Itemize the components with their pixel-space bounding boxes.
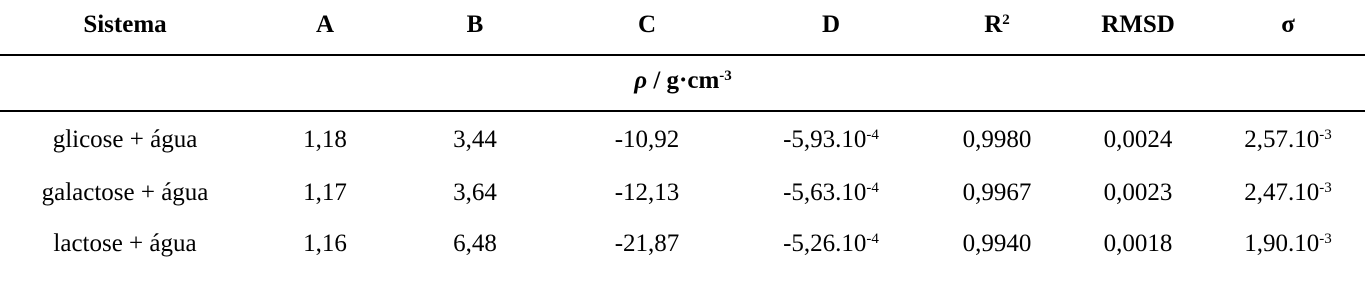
row-3-d-text: -5,26.10 — [783, 230, 867, 257]
row-3-a — [303, 229, 347, 259]
row-1-d-text: -5,93.10 — [783, 126, 867, 153]
row-3-sigma-exponent: -3 — [1319, 231, 1332, 247]
row-1-sigma-exponent: -3 — [1319, 127, 1332, 143]
header-sistema-text: Sistema — [83, 11, 167, 38]
header-a-text: A — [315, 11, 335, 38]
top-rule — [0, 54, 1365, 56]
header-c-text: C — [637, 11, 657, 38]
row-1-d — [783, 125, 879, 155]
row-3-r2 — [963, 229, 1032, 259]
row-3-sistema — [53, 229, 196, 259]
header-sistema — [83, 10, 166, 40]
header-r2 — [984, 10, 1010, 40]
section-symbol: ρ — [634, 67, 648, 94]
row-2-c-text: -12,13 — [614, 179, 680, 206]
row-3-sistema-text: lactose + água — [53, 230, 197, 257]
row-2-d — [783, 178, 879, 208]
row-2-b — [453, 178, 497, 208]
header-sigma-text: σ — [1281, 11, 1295, 38]
row-1-sigma-text: 2,57.10 — [1244, 126, 1320, 153]
row-3-b — [453, 229, 497, 259]
row-2-sigma — [1244, 178, 1332, 208]
row-3-a-text: 1,16 — [303, 230, 347, 257]
row-1-a-text: 1,18 — [303, 126, 347, 153]
row-2-r2 — [963, 178, 1032, 208]
row-1-b — [453, 125, 497, 155]
row-1-sistema-text: glicose + água — [52, 126, 198, 153]
row-1-d-exponent: -4 — [866, 127, 879, 143]
section-exponent: -3 — [719, 68, 732, 84]
row-2-sistema — [42, 178, 209, 208]
row-3-sigma — [1244, 229, 1332, 259]
row-1-c — [615, 125, 680, 155]
header-d — [822, 10, 840, 40]
row-3-d-exponent: -4 — [866, 231, 879, 247]
row-3-c — [615, 229, 680, 259]
header-r2-exponent: 2 — [1002, 12, 1010, 28]
row-1-sigma — [1244, 125, 1332, 155]
row-2-b-text: 3,64 — [453, 179, 497, 206]
row-1-c-text: -10,92 — [614, 126, 680, 153]
row-3-sigma-text: 1,90.10 — [1244, 230, 1320, 257]
row-2-d-text: -5,63.10 — [783, 179, 867, 206]
row-2-sigma-exponent: -3 — [1319, 180, 1332, 196]
row-3-b-text: 6,48 — [453, 230, 497, 257]
row-1-r2 — [963, 125, 1032, 155]
row-2-c — [615, 178, 680, 208]
row-2-rmsd — [1104, 178, 1173, 208]
row-3-d — [783, 229, 879, 259]
header-d-text: D — [821, 11, 841, 38]
section-unit: / g·cm — [647, 67, 720, 94]
header-r2-text: R — [984, 11, 1003, 38]
row-2-sistema-text: galactose + água — [41, 179, 209, 206]
row-2-sigma-text: 2,47.10 — [1244, 179, 1320, 206]
section-rule — [0, 110, 1365, 112]
row-1-a — [303, 125, 347, 155]
row-2-a-text: 1,17 — [303, 179, 347, 206]
header-rmsd-text: RMSD — [1101, 11, 1175, 38]
row-1-rmsd — [1104, 125, 1173, 155]
row-2-rmsd-text: 0,0023 — [1103, 179, 1173, 206]
row-3-c-text: -21,87 — [614, 230, 680, 257]
row-3-rmsd — [1104, 229, 1173, 259]
row-3-rmsd-text: 0,0018 — [1103, 230, 1173, 257]
row-3-r2-text: 0,9940 — [962, 230, 1032, 257]
section-label — [634, 66, 732, 96]
header-a — [316, 10, 334, 40]
row-2-d-exponent: -4 — [866, 180, 879, 196]
row-1-sistema — [53, 125, 198, 155]
row-2-r2-text: 0,9967 — [962, 179, 1032, 206]
header-rmsd — [1101, 10, 1175, 40]
header-c — [638, 10, 656, 40]
header-b — [467, 10, 484, 40]
row-2-a — [303, 178, 347, 208]
header-sigma — [1281, 10, 1295, 40]
header-b-text: B — [466, 11, 484, 38]
row-1-r2-text: 0,9980 — [962, 126, 1032, 153]
row-1-rmsd-text: 0,0024 — [1103, 126, 1173, 153]
row-1-b-text: 3,44 — [453, 126, 497, 153]
